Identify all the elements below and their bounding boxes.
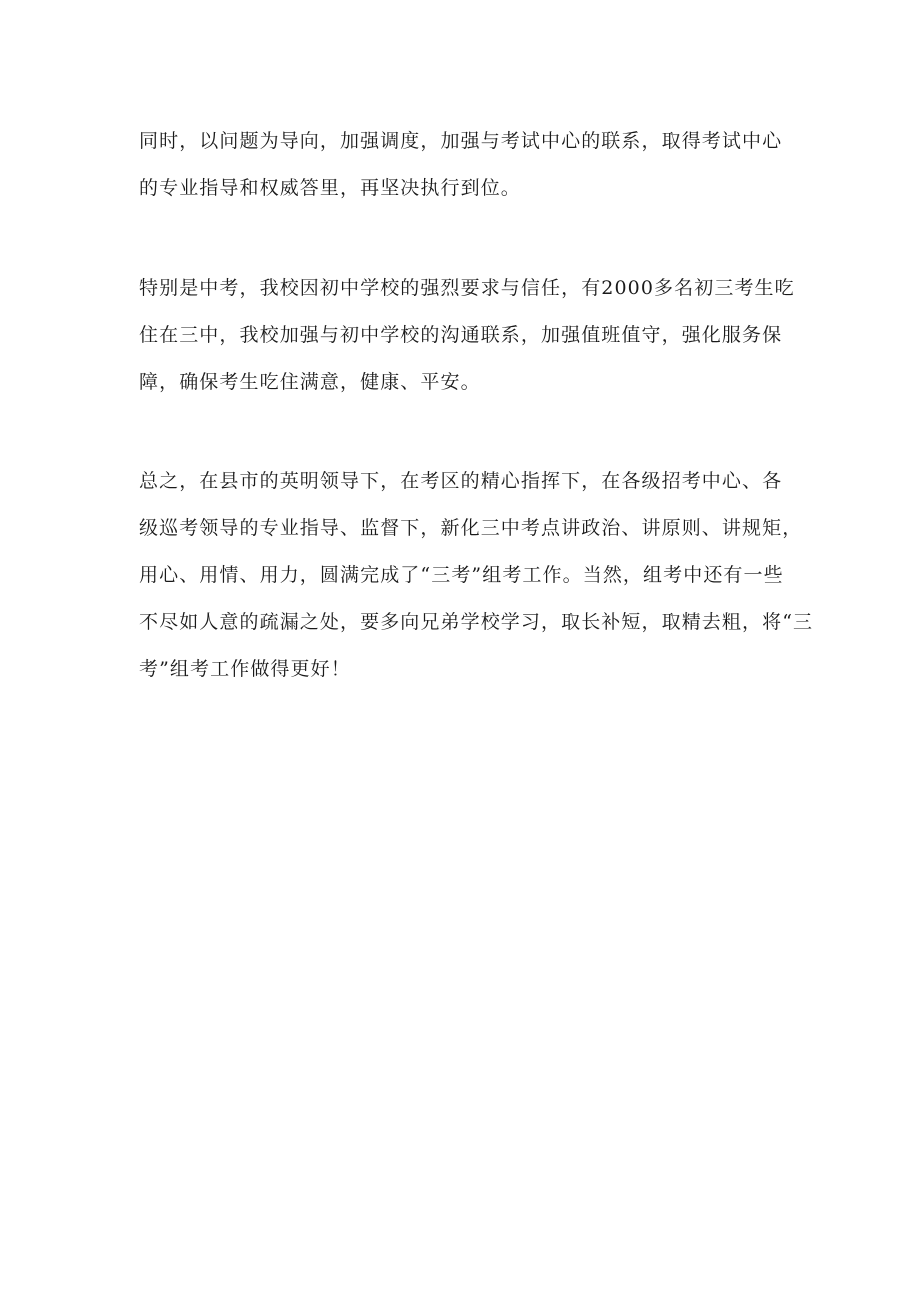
- paragraph-zhongkao: [139, 265, 795, 406]
- paragraph-line: 住在三中，我校加强与初中学校的沟通联系，加强值班值守，强化服务保: [139, 324, 783, 346]
- paragraph-line: 级巡考领导的专业指导、监督下，新化三中考点讲政治、讲原则、讲规矩，: [139, 517, 803, 539]
- paragraph-coordination: [139, 118, 782, 212]
- paragraph-line: 的专业指导和权威答里，再坚决执行到位。: [139, 177, 521, 199]
- paragraph-line: 总之，在县市的英明领导下，在考区的精心指挥下，在各级招考中心、各: [139, 470, 783, 492]
- paragraph-line: 考”组考工作做得更好！: [139, 658, 351, 680]
- paragraph-summary: [139, 458, 813, 693]
- paragraph-line: 特别是中考，我校因初中学校的强烈要求与信任，有2000多名初三考生吃: [139, 277, 795, 299]
- paragraph-line: 不尽如人意的疏漏之处，要多向兄弟学校学习，取长补短，取精去粗，将“三: [139, 611, 814, 633]
- paragraph-line: 同时，以问题为导向，加强调度，加强与考试中心的联系，取得考试中心: [139, 130, 783, 152]
- paragraph-line: 用心、用情、用力，圆满完成了“三考”组考工作。当然，组考中还有一些: [139, 564, 784, 586]
- paragraph-line: 障，确保考生吃住满意，健康、平安。: [139, 371, 481, 393]
